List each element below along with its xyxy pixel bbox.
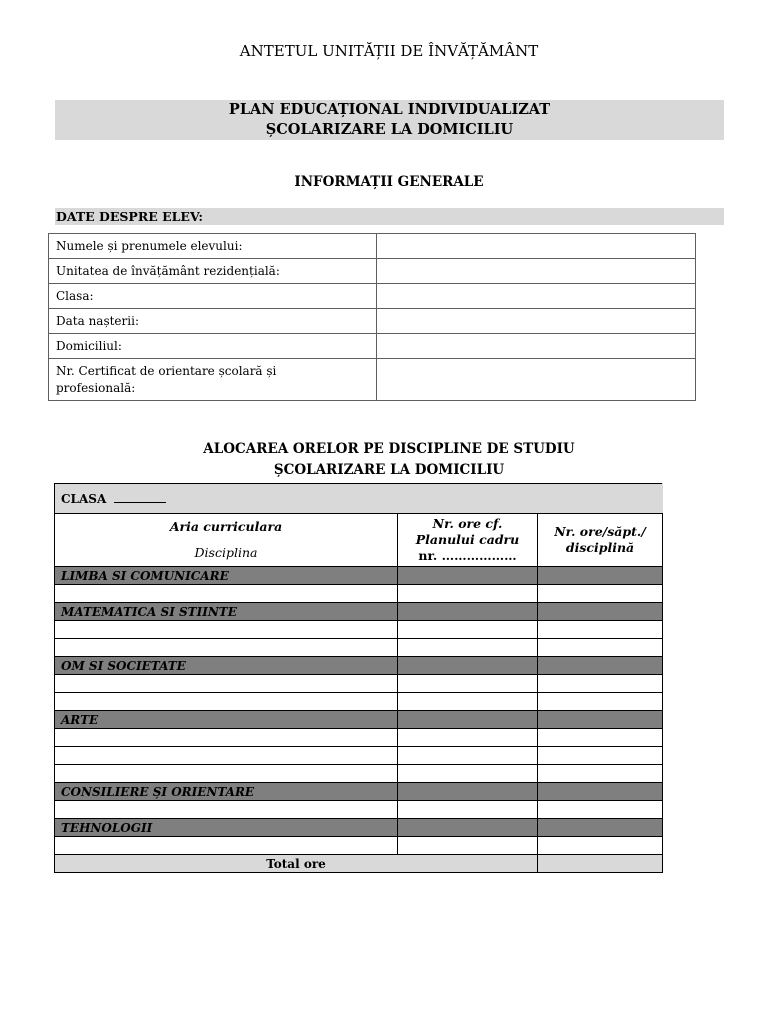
field-domicile[interactable] [377, 334, 696, 359]
allocation-table [54, 483, 663, 873]
document-title-line2: ȘCOLARIZARE LA DOMICILIU [265, 121, 514, 138]
discipline-cell[interactable] [55, 675, 398, 693]
class-label: CLASA [61, 491, 107, 506]
week-cell[interactable] [538, 639, 663, 657]
category-row [55, 657, 663, 675]
field-class[interactable] [377, 284, 696, 309]
category-row [55, 711, 663, 729]
header-discipline: Disciplina [194, 545, 258, 560]
category-limba: LIMBA SI COMUNICARE [55, 567, 398, 585]
table-row [55, 675, 663, 693]
week-cell[interactable] [538, 765, 663, 783]
class-blank-field[interactable] [114, 492, 166, 503]
allocation-title-line1: ALOCAREA ORELOR PE DISCIPLINE DE STUDIU [203, 441, 575, 457]
header-week-line2: disciplină [565, 540, 635, 555]
total-row [55, 855, 663, 873]
week-cell[interactable] [538, 585, 663, 603]
discipline-cell[interactable] [55, 639, 398, 657]
table-row [55, 837, 663, 855]
total-value-cell[interactable] [538, 855, 663, 873]
label-domicile: Domiciliul: [49, 334, 377, 359]
discipline-cell[interactable] [55, 765, 398, 783]
category-row [55, 567, 663, 585]
info-row [49, 284, 696, 309]
hours-cell[interactable] [398, 747, 538, 765]
total-label: Total ore [55, 855, 538, 873]
category-row [55, 819, 663, 837]
discipline-cell[interactable] [55, 837, 398, 855]
header-row [55, 514, 663, 567]
week-cell[interactable] [538, 837, 663, 855]
institution-header: ANTETUL UNITĂȚII DE ÎNVĂȚĂMÂNT [239, 42, 539, 60]
week-cell[interactable] [538, 675, 663, 693]
table-row [55, 639, 663, 657]
header-week-cell [538, 514, 663, 567]
header-hours-line1: Nr. ore cf. [432, 516, 503, 531]
header-area-cell [55, 514, 398, 567]
category-cell [538, 657, 663, 675]
hours-cell[interactable] [398, 837, 538, 855]
category-consiliere: CONSILIERE ȘI ORIENTARE [55, 783, 398, 801]
category-cell [538, 819, 663, 837]
info-row [49, 359, 696, 401]
hours-cell[interactable] [398, 621, 538, 639]
section-title: INFORMAȚII GENERALE [294, 174, 484, 190]
discipline-cell[interactable] [55, 801, 398, 819]
header-hours-cell [398, 514, 538, 567]
student-section-label: DATE DESPRE ELEV: [56, 209, 203, 224]
week-cell[interactable] [538, 747, 663, 765]
label-certificate-line1: Nr. Certificat de orientare școlară și [56, 363, 277, 378]
discipline-cell[interactable] [55, 693, 398, 711]
category-cell [398, 657, 538, 675]
discipline-cell[interactable] [55, 585, 398, 603]
category-cell [398, 783, 538, 801]
field-certificate[interactable] [377, 359, 696, 401]
hours-cell[interactable] [398, 801, 538, 819]
table-row [55, 747, 663, 765]
allocation-title [0, 439, 768, 481]
header-hours-line2: Planului cadru [415, 532, 520, 547]
week-cell[interactable] [538, 729, 663, 747]
label-certificate-line2: profesională: [56, 380, 136, 395]
table-row [55, 621, 663, 639]
category-cell [538, 603, 663, 621]
hours-cell[interactable] [398, 639, 538, 657]
label-certificate [49, 359, 377, 401]
category-cell [398, 567, 538, 585]
week-cell[interactable] [538, 693, 663, 711]
week-cell[interactable] [538, 801, 663, 819]
label-birth: Data nașterii: [49, 309, 377, 334]
label-class: Clasa: [49, 284, 377, 309]
header-area: Aria curriculara [169, 519, 283, 534]
info-row [49, 334, 696, 359]
document-title [55, 100, 724, 140]
info-row [49, 309, 696, 334]
category-cell [538, 567, 663, 585]
field-unit[interactable] [377, 259, 696, 284]
category-tehnologii: TEHNOLOGII [55, 819, 398, 837]
discipline-cell[interactable] [55, 729, 398, 747]
document-title-line1: PLAN EDUCAȚIONAL INDIVIDUALIZAT [228, 101, 551, 118]
hours-cell[interactable] [398, 585, 538, 603]
table-row [55, 729, 663, 747]
field-birth[interactable] [377, 309, 696, 334]
class-cell [55, 484, 663, 514]
header-hours-line3: nr. ……………… [418, 548, 517, 563]
category-cell [538, 711, 663, 729]
category-matematica: MATEMATICA SI STIINTE [55, 603, 398, 621]
header-week-line1: Nr. ore/săpt./ [554, 524, 646, 539]
hours-cell[interactable] [398, 729, 538, 747]
table-row [55, 801, 663, 819]
week-cell[interactable] [538, 621, 663, 639]
hours-cell[interactable] [398, 675, 538, 693]
category-cell [538, 783, 663, 801]
class-row [55, 484, 663, 514]
table-row [55, 765, 663, 783]
discipline-cell[interactable] [55, 747, 398, 765]
allocation-title-line2: ȘCOLARIZARE LA DOMICILIU [273, 462, 505, 478]
student-info-table [48, 233, 696, 401]
category-arte: ARTE [55, 711, 398, 729]
label-name: Numele și prenumele elevului: [49, 234, 377, 259]
info-row [49, 259, 696, 284]
category-cell [398, 711, 538, 729]
hours-cell[interactable] [398, 693, 538, 711]
category-cell [398, 819, 538, 837]
table-row [55, 585, 663, 603]
info-row [49, 234, 696, 259]
category-row [55, 603, 663, 621]
hours-cell[interactable] [398, 765, 538, 783]
table-row [55, 693, 663, 711]
category-om-societate: OM SI SOCIETATE [55, 657, 398, 675]
category-row [55, 783, 663, 801]
discipline-cell[interactable] [55, 621, 398, 639]
student-section-bar [55, 208, 724, 225]
label-unit: Unitatea de învățământ rezidențială: [49, 259, 377, 284]
field-name[interactable] [377, 234, 696, 259]
category-cell [398, 603, 538, 621]
